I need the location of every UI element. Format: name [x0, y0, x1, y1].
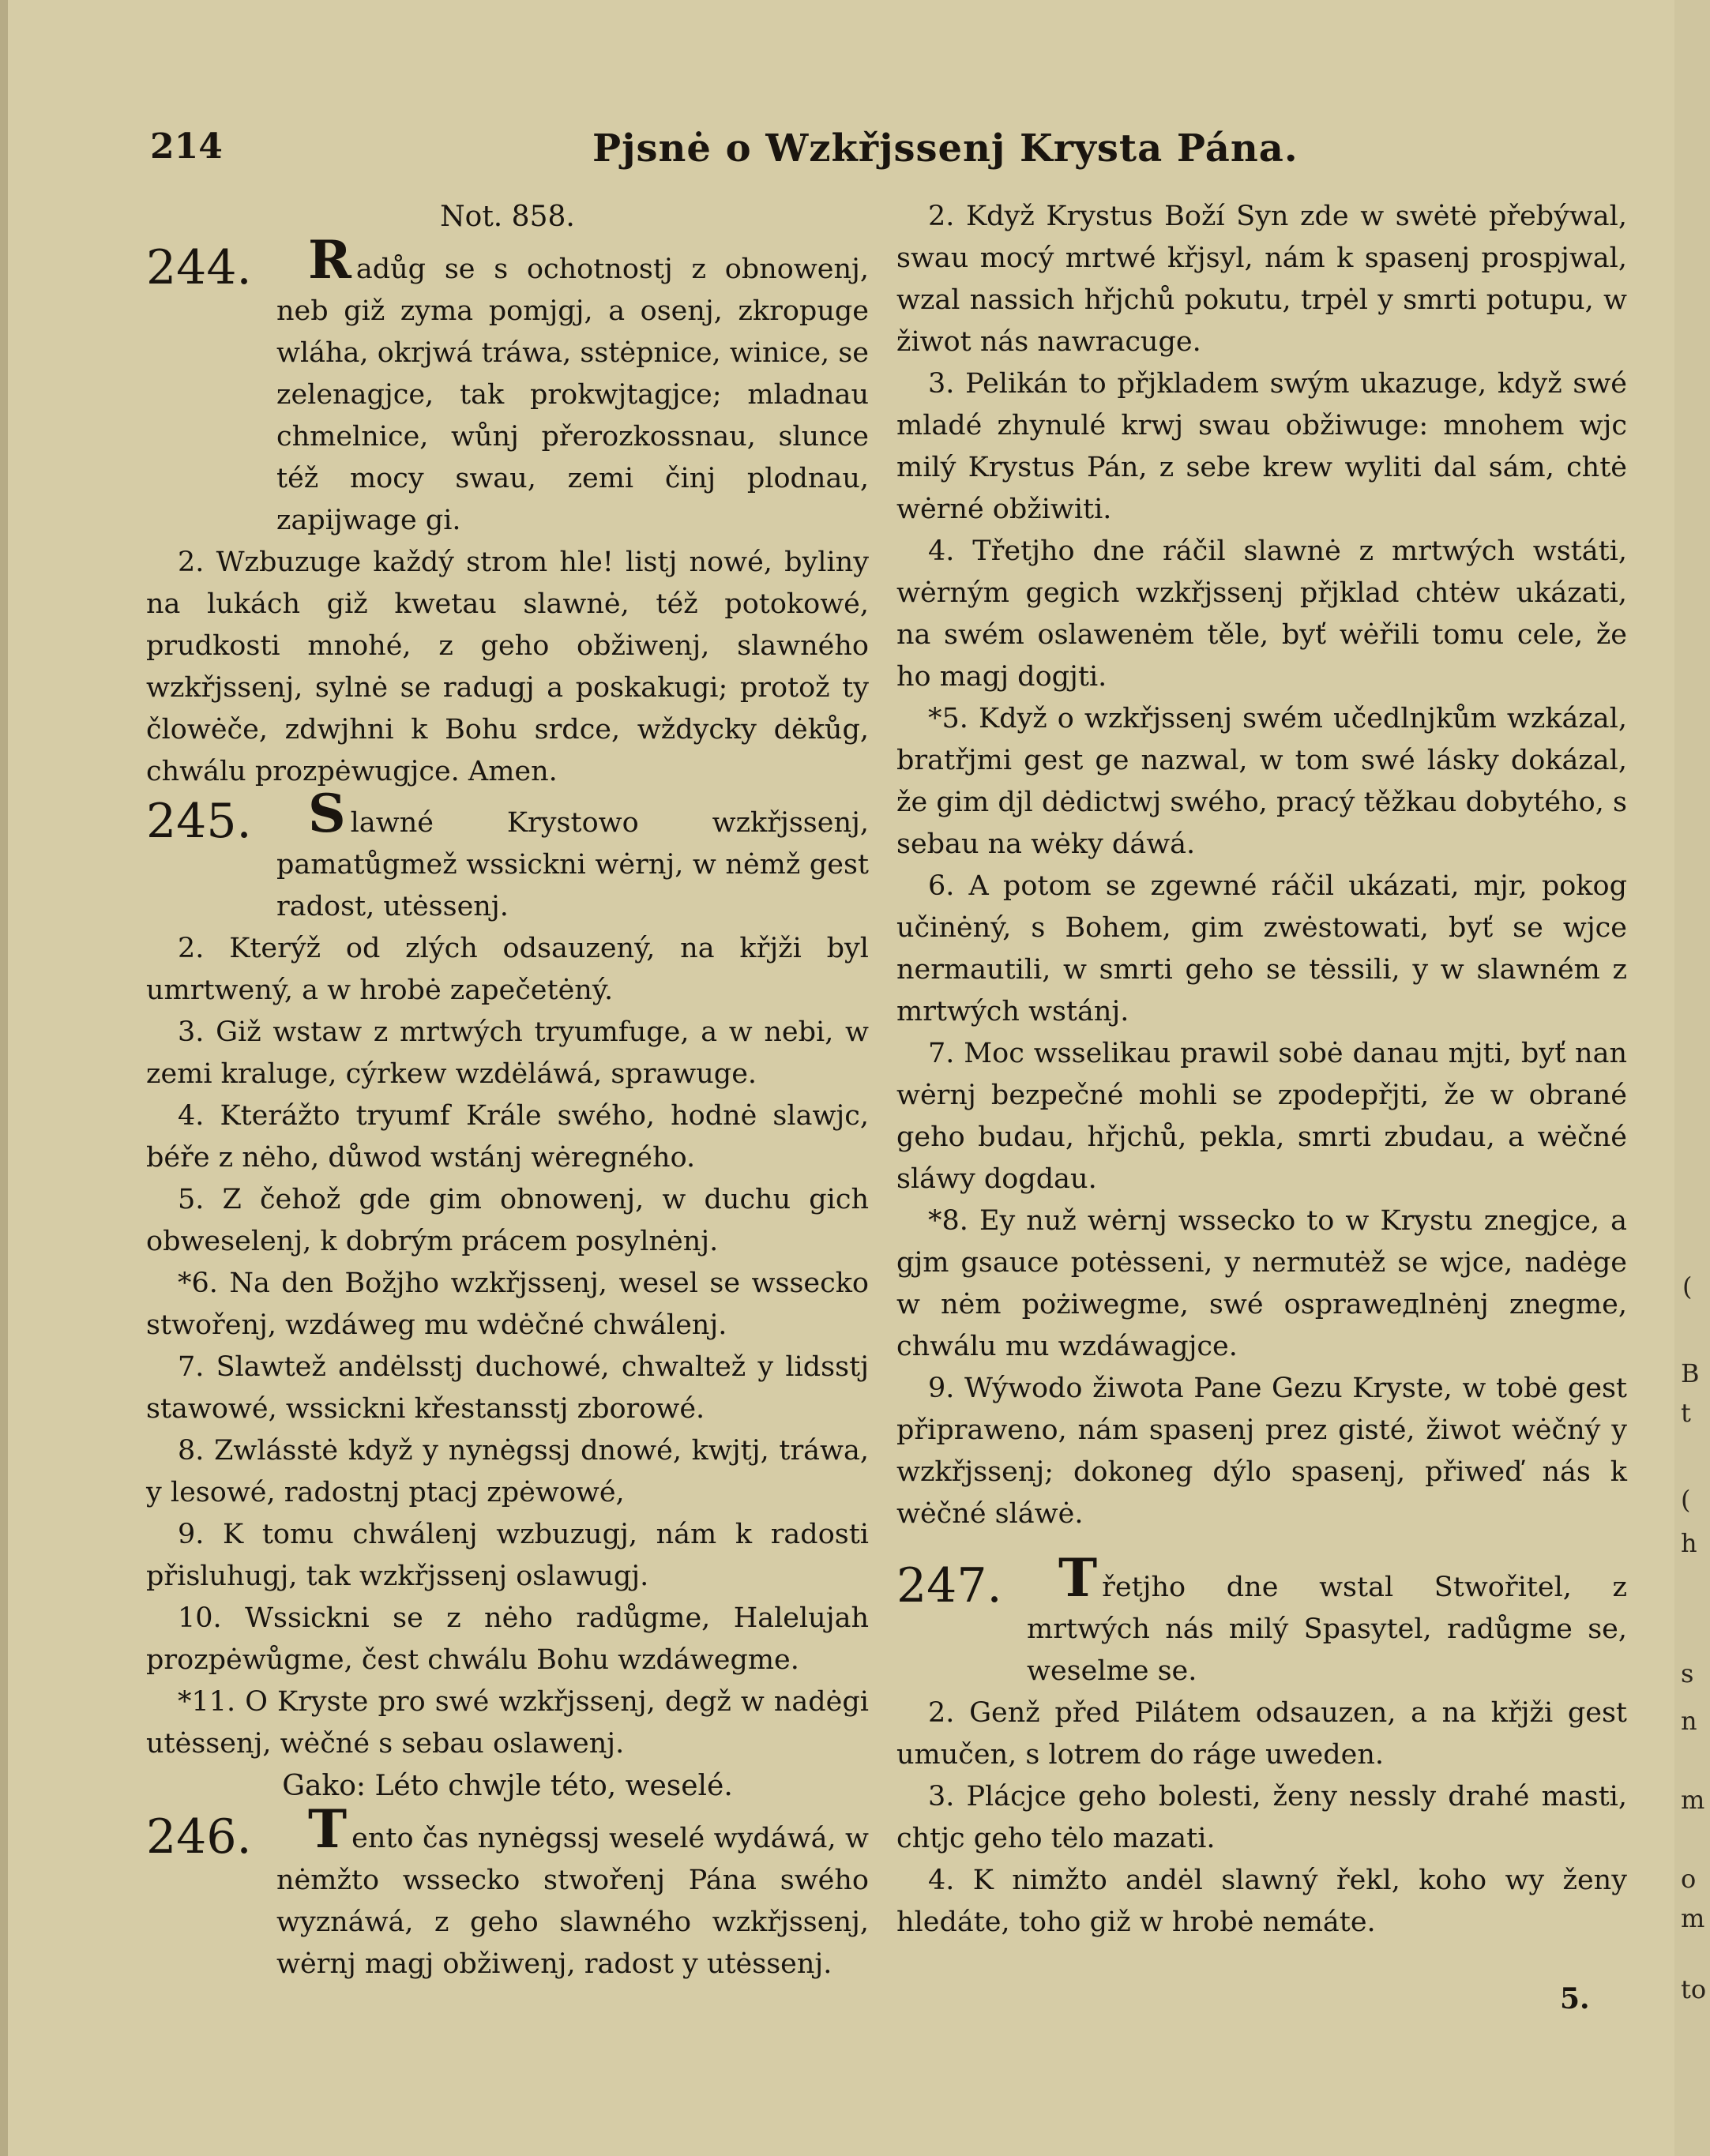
- verse: 8. Zwlásstė když y nynėgssj dnowé, kwjtj, tráwa, y lesowé, radostnj ptacj zpėwowé,: [146, 1435, 869, 1508]
- verse: 4. K nimžto andėl slawný řekl, koho wy ženy hledáte, toho giž w hrobė nemáte.: [896, 1865, 1627, 1938]
- adjacent-page-fragment: h: [1681, 1528, 1697, 1558]
- hymn-number: 245.: [146, 794, 252, 849]
- verse: 9. Wýwodo žiwota Pane Gezu Kryste, w tobė gest připraweno, nám spasenj prez gisté, žiwot wėčný y wzkřjssenj; dokoneg dýlo spasenj, přiweď nás k wėčné sláwė.: [896, 1373, 1627, 1530]
- verse: 4. Kterážto tryumf Krále swého, hodnė slawjc, béře z nėho, důwod wstánj wėregného.: [146, 1100, 869, 1174]
- verse: 5. Z čehož gde gim obnowenj, w duchu gich obweselenj, k dobrým prácem posylnėnj.: [146, 1184, 869, 1257]
- verse: 3. Plácjce geho bolesti, ženy nessly drahé masti, chtjc geho tėlo mazati.: [896, 1781, 1627, 1854]
- verse: *8. Ey nuž wėrnj wssecko to w Krystu znegjce, a gjm gsauce potėsseni, y nermutėž se wjce, nadėge w nėm pożiwegme, swé ospraweдlnėnj znegme, chwálu mu wzdáwagjce.: [896, 1205, 1627, 1362]
- verse: *5. Když o wzkřjssenj swém učedlnjkům wzkázal, bratřjmi gest ge nazwal, w tom swé lásky dokázal, že gim djl dėdictwj swého, pracý těžkau dobytého, s sebau na wėky dáwá.: [896, 703, 1627, 860]
- hymn-246: [146, 1798, 869, 1985]
- verse: *11. O Kryste pro swé wzkřjssenj, degž w nadėgi utėssenj, wėčné s sebau oslawenj.: [146, 1686, 869, 1760]
- verse: *6. Na den Božjho wzkřjssenj, wesel se wssecko stwořenj, wzdáweg mu wdėčné chwálenj.: [146, 1268, 869, 1341]
- adjacent-page-fragment: n: [1681, 1706, 1697, 1736]
- verse: 9. K tomu chwálenj wzbuzugj, nám k radosti přisluhugj, tak wzkřjssenj oslawugj.: [146, 1519, 869, 1592]
- drop-capital: T: [308, 1798, 348, 1860]
- hymn-244: [146, 229, 869, 793]
- verse-text: ento čas nynėgssj weselé wydáwá, w nėmžto wssecko stwořenj Pána swého wyznáwá, z geho slawného wzkřjssenj, wėrnj magj obžiwenj, radost y utėssenj.: [276, 1823, 869, 1980]
- verse: 6. A potom se zgewné ráčil ukázati, mjr, pokog učinėný, s Bohem, gim zwėstowati, byť se wjce nermautili, w smrti geho se tėssili, y w slawném z mrtwých wstánj.: [896, 870, 1627, 1027]
- page-edge: [0, 0, 8, 2156]
- verse: 3. Pelikán to přjkladem swým ukazuge, když swé mladé zhynulé krwj swau obžiwuge: mnohem wjc milý Krystus Pán, z sebe krew wyliti dal sám, chtė wėrné obžiwiti.: [896, 368, 1627, 525]
- tune-reference: Not. 858.: [440, 201, 575, 233]
- hymn-number: 244.: [146, 240, 252, 295]
- adjacent-page-fragment: B: [1681, 1358, 1700, 1388]
- verse: 7. Slawtež andėlsstj duchowé, chwaltež y lidsstj stawowé, wssickni křestansstj zborowé.: [146, 1351, 869, 1425]
- running-title: Pjsnė o Wzkřjssenj Krysta Pána.: [592, 126, 1298, 171]
- adjacent-page-fragment: (: [1681, 1485, 1691, 1515]
- adjacent-page-fragment: t: [1681, 1398, 1691, 1428]
- verse: 2. Genž před Pilátem odsauzen, a na křjži gest umučen, s lotrem do ráge uweden.: [896, 1697, 1627, 1771]
- hymn-first-verse: [146, 783, 869, 928]
- adjacent-page-fragment: m: [1681, 1785, 1705, 1815]
- adjacent-page-edge: [1674, 0, 1710, 2156]
- verse: 3. Giž wstaw z mrtwých tryumfuge, a w nebi, w zemi kraluge, cýrkew wzdėláwá, sprawuge.: [146, 1016, 869, 1090]
- drop-capital: T: [1058, 1547, 1098, 1609]
- hymn-247: [896, 1547, 1627, 1944]
- adjacent-page-fragment: o: [1681, 1864, 1697, 1894]
- hymn-first-verse: [146, 229, 869, 542]
- adjacent-page-fragment: m: [1681, 1903, 1705, 1933]
- page-number: 214: [150, 126, 223, 167]
- catch-word: 5.: [1560, 1982, 1590, 2015]
- verse-text: řetjho dne wstal Stwořitel, z mrtwých nás milý Spasytel, radůgme se, weselme se.: [1027, 1572, 1627, 1687]
- verse-text: adůg se s ochotnostj z obnowenj, neb giž zyma pomjgj, a osenj, zkropuge wláha, okrjwá tráwa, sstėpnice, winice, se zelenagjce, tak prokwjtagjce; mladnau chmelnice, wůnj přerozkossnau, slunce též mocy swau, zemi činj plodnau, zapijwage gi.: [276, 254, 869, 536]
- verse: 4. Třetjho dne ráčil slawnė z mrtwých wstáti, wėrným gegich wzkřjssenj přjklad chtėw ukázati, na swém oslawenėm těle, byť wėřili tomu cele, že ho magj dogjti.: [896, 535, 1627, 693]
- verse: 2. Kterýž od zlých odsauzený, na křjži byl umrtwený, a w hrobė zapečetėný.: [146, 933, 869, 1006]
- hymn-245: [146, 783, 869, 1765]
- drop-capital: R: [308, 229, 351, 291]
- adjacent-page-fragment: (: [1682, 1271, 1693, 1301]
- drop-capital: S: [308, 783, 346, 844]
- adjacent-page-fragment: s: [1681, 1658, 1694, 1688]
- hymn-first-verse: [146, 1798, 869, 1985]
- verse: 2. Wzbuzuge každý strom hle! listj nowé, byliny na lukách giž kwetau slawnė, též potokowé, prudkosti mnohé, z geho obžiwenj, slawného wzkřjssenj, sylnė se radugj a poskakugi; protož ty člowėče, zdwjhni k Bohu srdce, wždycky dėkůg, chwálu prozpėwugjce. Amen.: [146, 547, 869, 787]
- hymn-number: 246.: [146, 1809, 252, 1865]
- hymn-first-verse: [896, 1547, 1627, 1692]
- verse: 7. Moc wsselikau prawil sobė danau mjti, byť nan wėrnj bezpečné mohli se zpodepřjti, že w obrané geho budau, hřjchů, pekla, smrti zbudau, a wėčné sláwy dogdau.: [896, 1038, 1627, 1195]
- right-column: [896, 196, 1627, 1944]
- verse: 2. Když Krystus Boží Syn zde w swėtė přebýwal, swau mocý mrtwé křjsyl, nám k spasenj prospjwal, wzal nassich hřjchů pokutu, trpėl y smrti potupu, w žiwot nás nawracuge.: [896, 201, 1627, 358]
- adjacent-page-fragment: to: [1681, 1974, 1707, 2004]
- verse: 10. Wssickni se z nėho radůgme, Halelujah prozpėwůgme, čest chwálu Bohu wzdáwegme.: [146, 1602, 869, 1676]
- page-header: [150, 126, 1643, 182]
- verse-text: lawné Krystowo wzkřjssenj, pamatůgmež wssickni wėrnj, w nėmž gest radost, utėssenj.: [276, 807, 869, 922]
- tune-reference: Gako: Léto chwjle této, weselé.: [282, 1770, 733, 1802]
- hymn-number: 247.: [896, 1558, 1002, 1613]
- left-column: [146, 196, 869, 1985]
